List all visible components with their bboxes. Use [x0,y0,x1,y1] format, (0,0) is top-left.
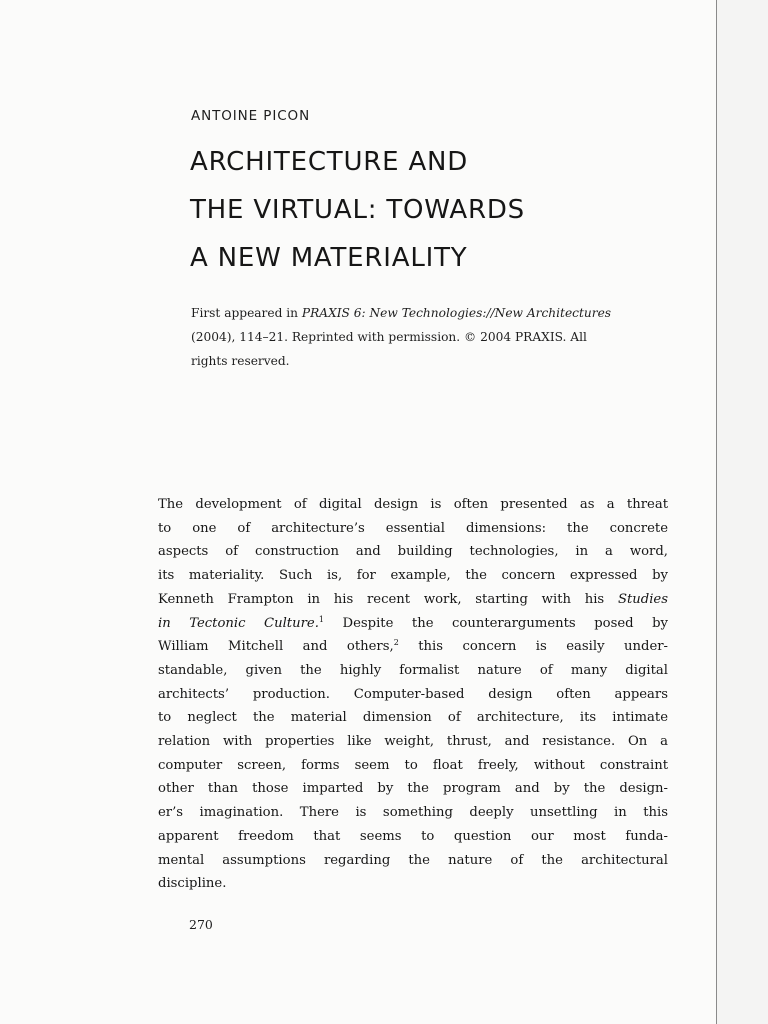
body-line [158,612,668,636]
chapter-title [190,138,690,282]
body-text-run: Despite the counterarguments posed by [324,615,668,631]
footnote-marker: 2 [393,638,399,648]
footnote-marker: 1 [318,614,324,624]
body-line: to neglect the material dimension of architecture, its intimate [158,710,668,726]
body-line [158,635,668,659]
body-paragraph [158,493,668,896]
body-line: aspects of construction and building technologies, in a word, [158,544,668,560]
body-text-run: this concern is easily under- [398,639,669,655]
body-text-run: Kenneth Frampton in his recent work, starting with his [158,591,618,607]
book-title-italic: in Tectonic Culture. [158,615,319,631]
body-line: other than those imparted by the program and by the design- [158,781,668,797]
book-title-italic: Studies [617,591,668,607]
body-line: discipline. [158,876,227,892]
page-edge-shadow [717,0,768,1024]
body-text-run: William Mitchell and others, [158,639,394,655]
body-line: its materiality. Such is, for example, the concern expressed by [158,568,668,584]
chapter-title-line-2: THE VIRTUAL: TOWARDS [190,195,525,225]
body-line: The development of digital design is often presented as a threat [158,497,668,512]
page-edge-line [716,0,717,1024]
publication-credit [191,301,671,373]
chapter-title-line-1: ARCHITECTURE AND [190,147,469,177]
credit-line-2: (2004), 114–21. Reprinted with permission. © 2004 PRAXIS. All [191,330,587,344]
body-line [158,588,668,612]
credit-source-title: PRAXIS 6: New Technologies://New Architectures [301,306,612,320]
credit-prefix: First appeared in [191,306,302,320]
body-line: architects’ production. Computer-based design often appears [158,686,668,702]
body-line: relation with properties like weight, thrust, and resistance. On a [158,734,668,750]
credit-line-1 [191,301,671,325]
body-line: er’s imagination. There is something deeply unsettling in this [158,805,668,821]
body-line: mental assumptions regarding the nature of the architectural [158,852,668,868]
author-name: ANTOINE PICON [191,108,311,124]
body-line: apparent freedom that seems to question our most funda- [158,828,668,844]
chapter-title-line-3: A NEW MATERIALITY [190,243,468,273]
body-line: computer screen, forms seem to float freely, without constraint [158,757,668,773]
credit-line-3: rights reserved. [191,354,290,368]
body-line: to one of architecture’s essential dimensions: the concrete [158,520,668,536]
page-number: 270 [189,917,213,932]
body-line: standable, given the highly formalist nature of many digital [158,662,668,678]
